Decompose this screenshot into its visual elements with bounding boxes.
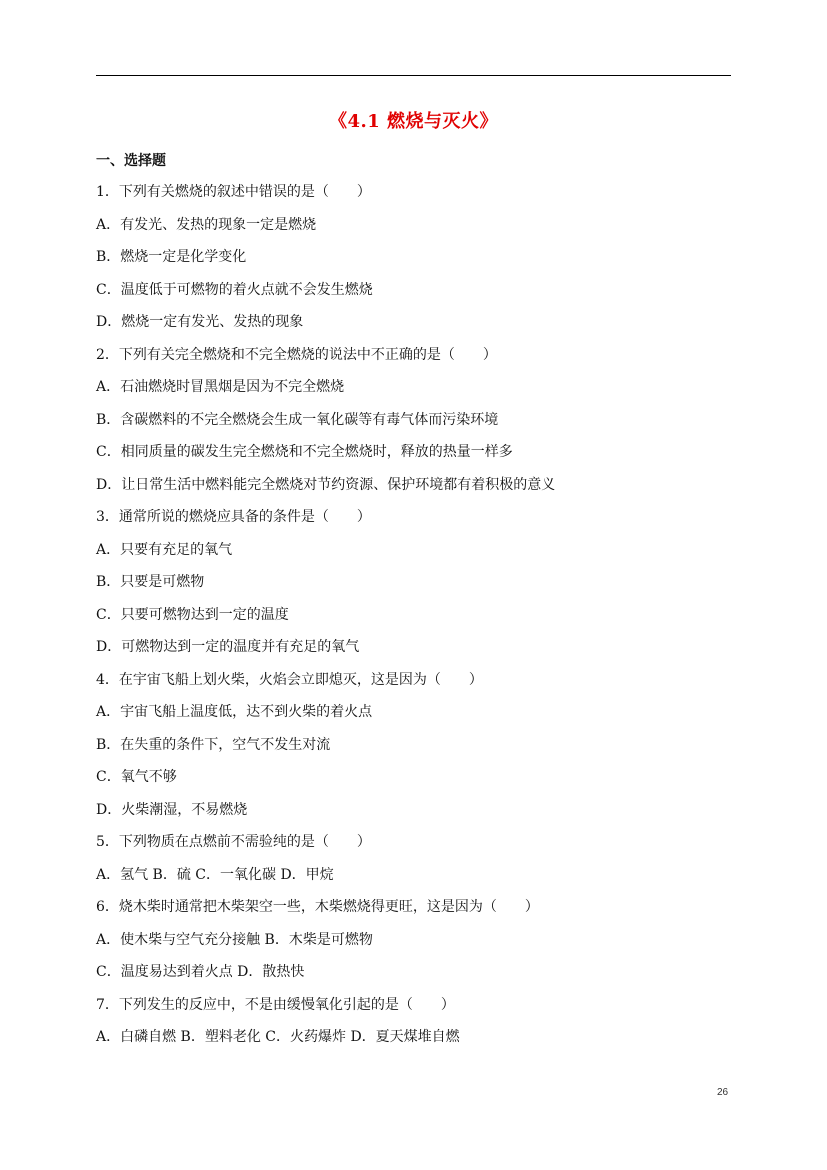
document-title: 《4.1 燃烧与灭火》 xyxy=(328,111,499,132)
section-heading: 一、选择题 xyxy=(96,153,166,169)
question-4-option-d: D．火柴潮湿，不易燃烧 xyxy=(96,801,248,818)
question-6-stem: 6．烧木柴时通常把木柴架空一些，木柴燃烧得更旺，这是因为（ ） xyxy=(96,899,539,915)
question-4-stem: 4．在宇宙飞船上划火柴，火焰会立即熄灭，这是因为（ ） xyxy=(96,671,483,688)
question-1-option-d: D．燃烧一定有发光、发热的现象 xyxy=(96,314,304,330)
question-2-option-a: A．石油燃烧时冒黑烟是因为不完全燃烧 xyxy=(96,379,345,395)
header-rule xyxy=(96,75,731,76)
question-2-option-b: B．含碳燃料的不完全燃烧会生成一氧化碳等有毒气体而污染环境 xyxy=(96,411,499,428)
question-1-option-b: B．燃烧一定是化学变化 xyxy=(96,249,247,265)
question-4-option-b: B．在失重的条件下，空气不发生对流 xyxy=(96,736,331,753)
question-2-option-c: C．相同质量的碳发生完全燃烧和不完全燃烧时，释放的热量一样多 xyxy=(96,444,513,460)
question-3-stem: 3．通常所说的燃烧应具备的条件是（ ） xyxy=(96,509,371,525)
question-1-option-c: C．温度低于可燃物的着火点就不会发生燃烧 xyxy=(96,281,373,298)
question-7-options: A．白磷自燃 B．塑料老化 C．火药爆炸 D．夏天煤堆自燃 xyxy=(96,1029,460,1045)
question-3-option-d: D．可燃物达到一定的温度并有充足的氧气 xyxy=(96,639,360,655)
question-4-option-a: A．宇宙飞船上温度低，达不到火柴的着火点 xyxy=(96,704,373,720)
page-number: 26 xyxy=(717,1087,729,1098)
question-7-stem: 7．下列发生的反应中，不是由缓慢氧化引起的是（ ） xyxy=(96,996,455,1013)
question-1-stem: 1．下列有关燃烧的叙述中错误的是（ ） xyxy=(96,184,371,200)
question-4-option-c: C．氧气不够 xyxy=(96,769,177,785)
question-5-options: A．氢气 B．硫 C．一氧化碳 D．甲烷 xyxy=(96,866,334,883)
question-6-options-ab: A．使木柴与空气充分接触 B．木柴是可燃物 xyxy=(96,931,373,948)
question-2-stem: 2．下列有关完全燃烧和不完全燃烧的说法中不正确的是（ ） xyxy=(96,346,497,363)
question-1-option-a: A．有发光、发热的现象一定是燃烧 xyxy=(96,216,317,233)
question-3-option-b: B．只要是可燃物 xyxy=(96,574,205,590)
question-list xyxy=(96,176,736,1054)
question-3-option-a: A．只要有充足的氧气 xyxy=(96,541,233,558)
question-5-stem: 5．下列物质在点燃前不需验纯的是（ ） xyxy=(96,834,371,850)
question-2-option-d: D．让日常生活中燃料能完全燃烧对节约资源、保护环境都有着积极的意义 xyxy=(96,476,556,493)
question-3-option-c: C．只要可燃物达到一定的温度 xyxy=(96,606,289,623)
question-6-options-cd: C．温度易达到着火点 D．散热快 xyxy=(96,964,305,980)
